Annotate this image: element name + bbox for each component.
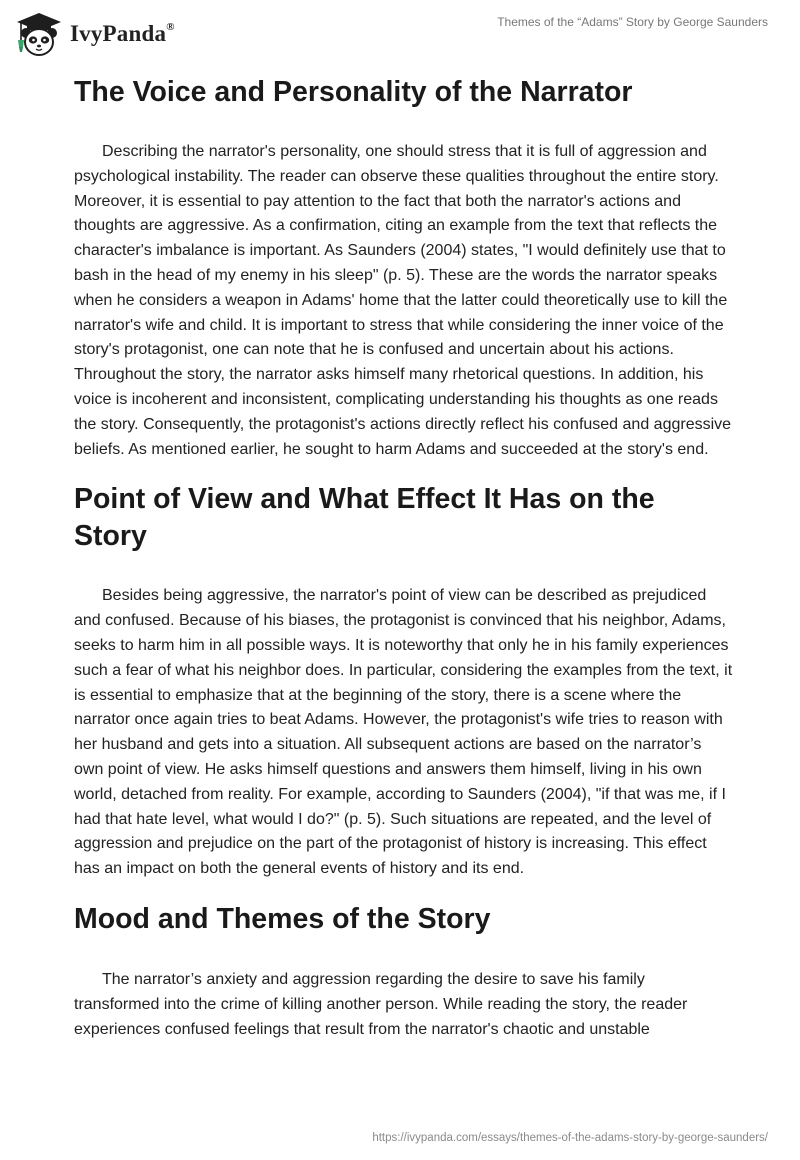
essay-content	[74, 72, 734, 1042]
section-paragraph: The narrator’s anxiety and aggression regarding the desire to save his family transformed into the crime of killing another person. While reading the story, the reader experiences confused feelings that result from the narrator's chaotic and unstable	[74, 970, 688, 1038]
document-title: Themes of the “Adams” Story by George Saunders	[497, 15, 768, 29]
section-paragraph: Besides being aggressive, the narrator's point of view can be described as prejudiced and confused. Because of his biases, the protagonist is convinced that his neighbor, Adams, seeks to harm him in all possible ways. It is noteworthy that only he in his family experiences such a fear of what his neighbor does. In particular, considering the examples from the text, it is essential to emphasize that at the beginning of the story, there is a scene where the narrator once again tries to beat Adams. However, the protagonist's wife tries to reason with her husband and gets into a situation. All subsequent actions are based on the narrator’s own point of view. He asks himself questions and answers them himself, living in his own world, detached from reality. For example, according to Saunders (2004), "if that was me, if I had that hate level, what would I do?" (p. 5). Such situations are repeated, and the level of aggression and prejudice on the part of the protagonist of history is increasing. This effect has an impact on both the general events of history and its end.	[74, 587, 733, 878]
page-header	[0, 0, 800, 70]
section-heading: Mood and Themes of the Story	[74, 902, 491, 935]
panda-graduate-icon	[14, 10, 64, 58]
section-heading: The Voice and Personality of the Narrator	[74, 76, 633, 108]
ivypanda-logo[interactable]	[14, 10, 175, 58]
section-paragraph: Describing the narrator's personality, one should stress that it is full of aggression and psychological instability. The reader can observe these qualities throughout the entire story. Moreover, it is essential to pay attention to the fact that both the narrator's actions and thoughts are aggressive. As a confirmation, citing an example from the text that reflects the character's imbalance is important. As Saunders (2004) states, "I would definitely use that to bash in the head of my enemy in his sleep" (p. 5). These are the words the narrator speaks when he considers a weapon in Adams' home that the latter could theoretically use to kill the narrator's wife and child. It is important to stress that while considering the inner voice of the story's protagonist, one can note that he is confused and uncertain about his actions. Throughout the story, the narrator asks himself many rhetorical questions. In addition, his voice is incoherent and inconsistent, complicating understanding his thoughts as one reads the story. Consequently, the protagonist's actions directly reflect his confused and aggressive beliefs. As mentioned earlier, he sought to harm Adams and succeeded at the story's end.	[74, 143, 732, 458]
section-heading: Point of View and What Effect It Has on the Story	[74, 483, 655, 553]
brand-name: IvyPanda®	[70, 21, 175, 46]
page-url[interactable]: https://ivypanda.com/essays/themes-of-the-adams-story-by-george-saunders/	[372, 1132, 768, 1144]
